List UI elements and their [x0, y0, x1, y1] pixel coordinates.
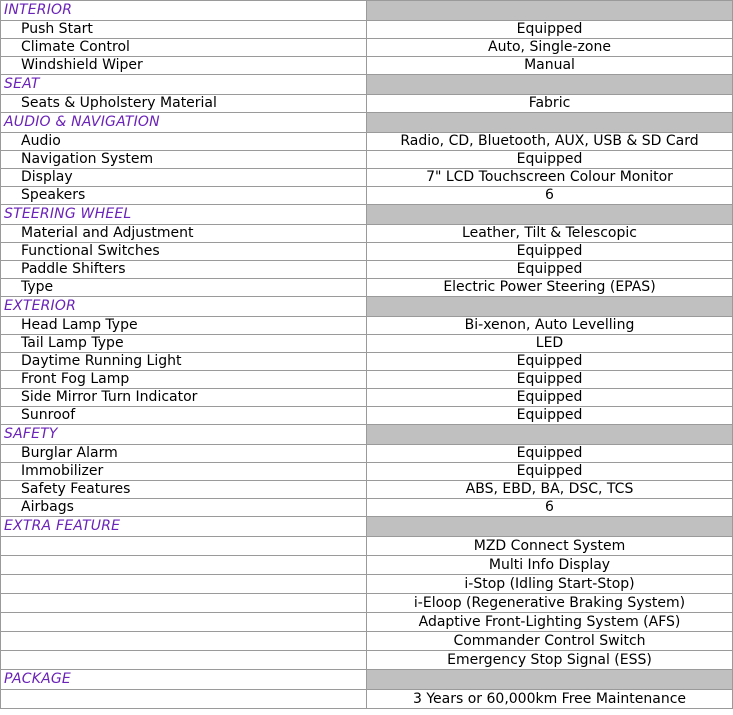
section-header-interior: [1, 1, 733, 21]
spec-row: [1, 613, 733, 632]
spec-label: Windshield Wiper: [1, 57, 367, 75]
extra-feature-item: MZD Connect System: [367, 537, 733, 556]
spec-value: 6: [367, 187, 733, 205]
empty-label-cell: [1, 594, 367, 613]
spec-label: Seats & Upholstery Material: [1, 95, 367, 113]
spec-label: Speakers: [1, 187, 367, 205]
spec-value: Equipped: [367, 463, 733, 481]
spec-value: Auto, Single-zone: [367, 39, 733, 57]
spec-label: Material and Adjustment: [1, 225, 367, 243]
section-header-fill: [367, 205, 733, 225]
extra-feature-item: i-Eloop (Regenerative Braking System): [367, 594, 733, 613]
section-title: EXTRA FEATURE: [1, 517, 367, 537]
section-header-seat: [1, 75, 733, 95]
spec-label: Navigation System: [1, 151, 367, 169]
section-header-package: [1, 670, 733, 690]
section-title: STEERING WHEEL: [1, 205, 367, 225]
section-header-fill: [367, 425, 733, 445]
spec-label: Audio: [1, 133, 367, 151]
section-header-extra-feature: [1, 517, 733, 537]
extra-feature-item: Commander Control Switch: [367, 632, 733, 651]
spec-value: Leather, Tilt & Telescopic: [367, 225, 733, 243]
extra-feature-item: i-Stop (Idling Start-Stop): [367, 575, 733, 594]
spec-value: Manual: [367, 57, 733, 75]
spec-row: [1, 594, 733, 613]
spec-value: Fabric: [367, 95, 733, 113]
section-title: INTERIOR: [1, 1, 367, 21]
spec-value: Equipped: [367, 353, 733, 371]
spec-row: [1, 21, 733, 39]
extra-feature-item: Adaptive Front-Lighting System (AFS): [367, 613, 733, 632]
spec-value: LED: [367, 335, 733, 353]
spec-label: Display: [1, 169, 367, 187]
spec-label: Daytime Running Light: [1, 353, 367, 371]
spec-row: [1, 95, 733, 113]
spec-row: [1, 279, 733, 297]
spec-value: 6: [367, 499, 733, 517]
spec-row: [1, 575, 733, 594]
spec-value: Equipped: [367, 261, 733, 279]
spec-value: Equipped: [367, 445, 733, 463]
spec-label: Functional Switches: [1, 243, 367, 261]
spec-label: Tail Lamp Type: [1, 335, 367, 353]
section-title: SEAT: [1, 75, 367, 95]
spec-row: [1, 481, 733, 499]
empty-label-cell: [1, 690, 367, 709]
spec-row: [1, 407, 733, 425]
empty-label-cell: [1, 651, 367, 670]
section-header-safety: [1, 425, 733, 445]
spec-row: [1, 133, 733, 151]
spec-row: [1, 690, 733, 709]
extra-feature-item: Multi Info Display: [367, 556, 733, 575]
spec-row: [1, 632, 733, 651]
spec-row: [1, 169, 733, 187]
spec-value: Equipped: [367, 389, 733, 407]
spec-row: [1, 463, 733, 481]
spec-row: [1, 389, 733, 407]
spec-label: Side Mirror Turn Indicator: [1, 389, 367, 407]
section-header-fill: [367, 517, 733, 537]
spec-row: [1, 537, 733, 556]
spec-value: Equipped: [367, 407, 733, 425]
spec-row: [1, 371, 733, 389]
spec-label: Paddle Shifters: [1, 261, 367, 279]
spec-label: Sunroof: [1, 407, 367, 425]
spec-value: Equipped: [367, 371, 733, 389]
section-header-fill: [367, 670, 733, 690]
spec-row: [1, 57, 733, 75]
empty-label-cell: [1, 613, 367, 632]
spec-label: Front Fog Lamp: [1, 371, 367, 389]
spec-value: ABS, EBD, BA, DSC, TCS: [367, 481, 733, 499]
spec-label: Airbags: [1, 499, 367, 517]
spec-label: Type: [1, 279, 367, 297]
package-item: 3 Years or 60,000km Free Maintenance: [367, 690, 733, 709]
spec-row: [1, 151, 733, 169]
section-title: SAFETY: [1, 425, 367, 445]
spec-value: Equipped: [367, 243, 733, 261]
spec-value: Equipped: [367, 151, 733, 169]
spec-value: Electric Power Steering (EPAS): [367, 279, 733, 297]
spec-row: [1, 353, 733, 371]
spec-row: [1, 335, 733, 353]
spec-row: [1, 556, 733, 575]
spec-label: Head Lamp Type: [1, 317, 367, 335]
spec-label: Safety Features: [1, 481, 367, 499]
spec-row: [1, 39, 733, 57]
spec-label: Climate Control: [1, 39, 367, 57]
section-title: PACKAGE: [1, 670, 367, 690]
spec-value: Radio, CD, Bluetooth, AUX, USB & SD Card: [367, 133, 733, 151]
spec-value: Bi-xenon, Auto Levelling: [367, 317, 733, 335]
empty-label-cell: [1, 537, 367, 556]
spec-row: [1, 317, 733, 335]
section-header-fill: [367, 1, 733, 21]
empty-label-cell: [1, 575, 367, 594]
empty-label-cell: [1, 632, 367, 651]
section-title: AUDIO & NAVIGATION: [1, 113, 367, 133]
section-title: EXTERIOR: [1, 297, 367, 317]
spec-row: [1, 261, 733, 279]
spec-label: Push Start: [1, 21, 367, 39]
section-header-fill: [367, 113, 733, 133]
empty-label-cell: [1, 556, 367, 575]
spec-row: [1, 445, 733, 463]
spec-row: [1, 499, 733, 517]
spec-label: Immobilizer: [1, 463, 367, 481]
section-header-audio-navigation: [1, 113, 733, 133]
section-header-exterior: [1, 297, 733, 317]
spec-row: [1, 225, 733, 243]
extra-feature-item: Emergency Stop Signal (ESS): [367, 651, 733, 670]
spec-row: [1, 187, 733, 205]
section-header-steering-wheel: [1, 205, 733, 225]
spec-row: [1, 243, 733, 261]
spec-value: Equipped: [367, 21, 733, 39]
spec-value: 7" LCD Touchscreen Colour Monitor: [367, 169, 733, 187]
section-header-fill: [367, 75, 733, 95]
section-header-fill: [367, 297, 733, 317]
spec-label: Burglar Alarm: [1, 445, 367, 463]
spec-row: [1, 651, 733, 670]
